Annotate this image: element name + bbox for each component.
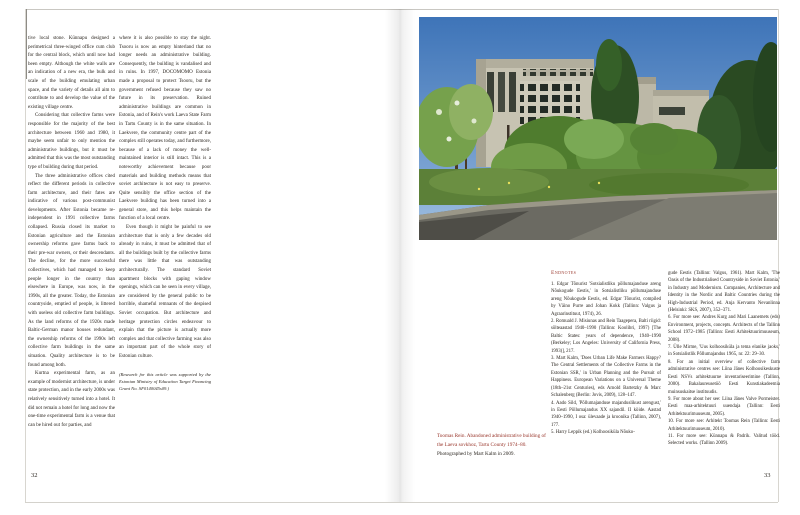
article-paragraph: tive local stone. Künnapu designed a perimetrical three-winged office cum club for the central block, which until now had been empty. Although the white walls are an indication of a new era, the bulk and scale of the building emulating urban space, and the variety of details all aim to contribute to and develop the value of the existing village centre. xyxy=(28,36,115,110)
article-text-column-1 xyxy=(28,35,115,467)
page-edge-left xyxy=(25,9,26,502)
article-paragraph: (Research for this article was supported by the Estonian Ministry of Education Target Financing Grant No. SF0140045s09.) xyxy=(119,371,211,391)
article-paragraph: Considering that collective farms were responsible for the majority of the best architecture between 1960 and 1980, it maybe seem unfair to only mention the administrative buildings, but it must be admitted that this was the most outstanding type of building during that period. xyxy=(28,113,115,170)
page-edge-bottom xyxy=(25,502,778,503)
endnote-entry: 4. Aado Sild, 'Põllumajanduse majanduslikust arengust,' in Eesti Põllumajandus XX sajandil. II köide. Aastad 1940–1990, I osa: ülevaade ja kroonika (Tallinn, 2007), 177. xyxy=(551,400,661,428)
endnote-entry: 6. For more see: Andres Kurg and Mari Laanemets (eds) Environment, projects, concepts. Architects of the Tallinn School 1972–1985 (Tallinn: Eesti Arhitektuurimuuseum, 2008). xyxy=(668,315,780,343)
photo-laeva-administrative-building xyxy=(419,17,777,240)
endnote-entry: 5. Harry Leppik (ed.) Kolhoosiküla Nõuko- xyxy=(551,430,635,436)
article-paragraph: where it is also possible to stay the night. Tsooru is now an empty hinterland that no longer needs an administrative building. Consequently, the building is vandalised and in ruins. In 1997, DOCOMOMO Estonia made a proposal to protect Tsooru, but the government refused because they saw no future in its preservation. Ruined administrative buildings are common in Estonia, and of Rein's work Laeva State Farm in Tartu County is in the same situation. In Laekvere, the community centre part of the complex still operates today, and furthermore, because of a lack of money the well-maintained interior is still intact. This is a noteworthy achievement because poor materials and building methods means that soviet architecture is not easy to preserve. Quite sensibly the office section of the Laekvere building has been turned into a general store, and this helps maintain the function of a local centre. xyxy=(119,36,211,222)
endnote-entry: 7. Ülle Mirme, 'Uus kolhoosiküla ja tema elanike jaoks,' in Sotsialistlik Põllumajandus 1965, nr. 22: 29–30. xyxy=(668,345,780,358)
article-paragraph: Kurtna experimental farm, as an example of modernist architecture, is under state protection, and in the early 2000s was relatively sensitively turned into a hotel. It did not remain a hotel for long and now the one-time experimental farm is a venue that can be hired out for parties, and xyxy=(28,371,115,428)
endnote-entry: gude Eestis (Tallinn: Valgus, 1961). Mart Kalm, 'The Oasis of the Industrialised Countryside in Soviet Estonia,' in Industry and Modernism. Companies, Architecture and Identity in the Nordic and Baltic Countries during the High-Industrial Period, ed. Anja Kervanto Nevanlinna (Helsinki: SKS, 2007), 352–371. xyxy=(668,271,780,314)
endnote-entry: 1. Edgar Tõnurist 'Sotsialistliku põllumajanduse areng Nõukogude Eestis,' in Sotsialistliku põllumajanduse areng Nõukogude Eestis, ed. Edgar Tõnurist, compiled by Väino Purre and Johan Kokk (Tallinn: Valgus ja Agraarinstituut, 1974), 26. xyxy=(551,282,661,317)
endnote-entry: 11. For more see: Künnapu & Padrik. Valitud tööd. Selected works. (Tallinn 2009). xyxy=(668,433,780,447)
photo-caption-text: Toomas Rein. Abandoned administrative building of the Laeva sovkhoz, Tartu County 1974–80. xyxy=(437,433,546,448)
article-paragraph: Even though it might be painful to see architecture that is only a few decades old already in ruins, it must be admitted that of all the buildings built by the collective farms there was little that was outstanding architecturally. The standard Soviet apartment blocks with gaping window openings, which can be seen in every village, are considered by the general public to be horrible, shameful remnants of the despised Soviet occupation. But architecture and heritage protection circles endeavour to explain that the picture is actually more complex and that collective farming was also an important part of the whole story of Estonian culture. xyxy=(119,225,211,359)
endnote-entry: 10. For more see: Arhitekt Toomas Rein (Tallinn: Eesti Arhitektuurimuuseum, 2010). xyxy=(668,419,780,432)
endnote-entry: 2. Romuald J. Misiunas and Rein Taagepera, Balti riigid: sõlteaastad 1940–1990 (Tallinn: Koolibri, 1997) [The Baltic States: years of dependence, 1940–1990 (Berkeley; Los Angeles: University of California Press, 1993)], 217. xyxy=(551,319,661,354)
page-number-left: 32 xyxy=(31,472,38,479)
article-paragraph: The three administrative offices cited reflect the different periods in collective farm architecture, and their fates are indicative of various post-communist developments. After Estonia became re-independent in 1991 collective farms collapsed. Russia closed its market to Estonian agriculture and the Estonian ownership reforms gave farms back to their pre-war owners, or their descendants. The decline, for the more successful collectives, which had managed to keep people longer in the country than elsewhere in Europe, was now, in the 1990s, all the greater. Today, the Estonian countryside, emptied of people, is littered with useless old collective farm buildings. As the land reforms of the 1920s made Baltic-German manor houses redundant, the ownership reforms of the 1990s left collective farm buildings in the same situation. Quality architecture is to be found among both. xyxy=(28,173,115,368)
clerestory-band xyxy=(523,69,593,76)
endnote-entry: 3. Mart Kalm, 'Does Urban Life Make Farmers Happy? The Central Settlements of the Collective Farms in the Estonian SSR,' in Urban Planning and the Pursuit of Happiness. European Variations on a Universal Theme (18th–21st Centuries), eds Arnold Bartetzky & Marc Schalenberg (Berlin: Jovis, 2009), 128–147. xyxy=(551,356,661,399)
photo-caption xyxy=(437,432,549,459)
endnotes-heading: Endnotes xyxy=(551,270,577,276)
article-text-column-2 xyxy=(119,35,211,467)
page-number-right: 33 xyxy=(764,472,771,479)
photo-caption-credit: Photographed by Mart Kalm in 2009. xyxy=(437,451,515,457)
page-gutter-shadow xyxy=(385,9,415,502)
endnotes-column-1 xyxy=(551,281,661,473)
endnotes-column-2 xyxy=(668,270,780,466)
endnote-entry: 8. For an initial overview of collective farm administrative centres see: Liina Jänes Kolhoosikeskuste Eesti NSVs arhitektuurne inventariseerimine (Tallinn, 2000). Bakalaureusetöö Eesti Kunstiakadeemia muinsuskaitse instituudis. xyxy=(668,359,780,395)
endnote-entry: 9. For more about her see: Liina Jänes Valve Pormeister. Eesti maa-arhitektuuri uuendaja (Tallinn: Eesti Arhitektuurimuuseum, 2005). xyxy=(668,396,780,417)
